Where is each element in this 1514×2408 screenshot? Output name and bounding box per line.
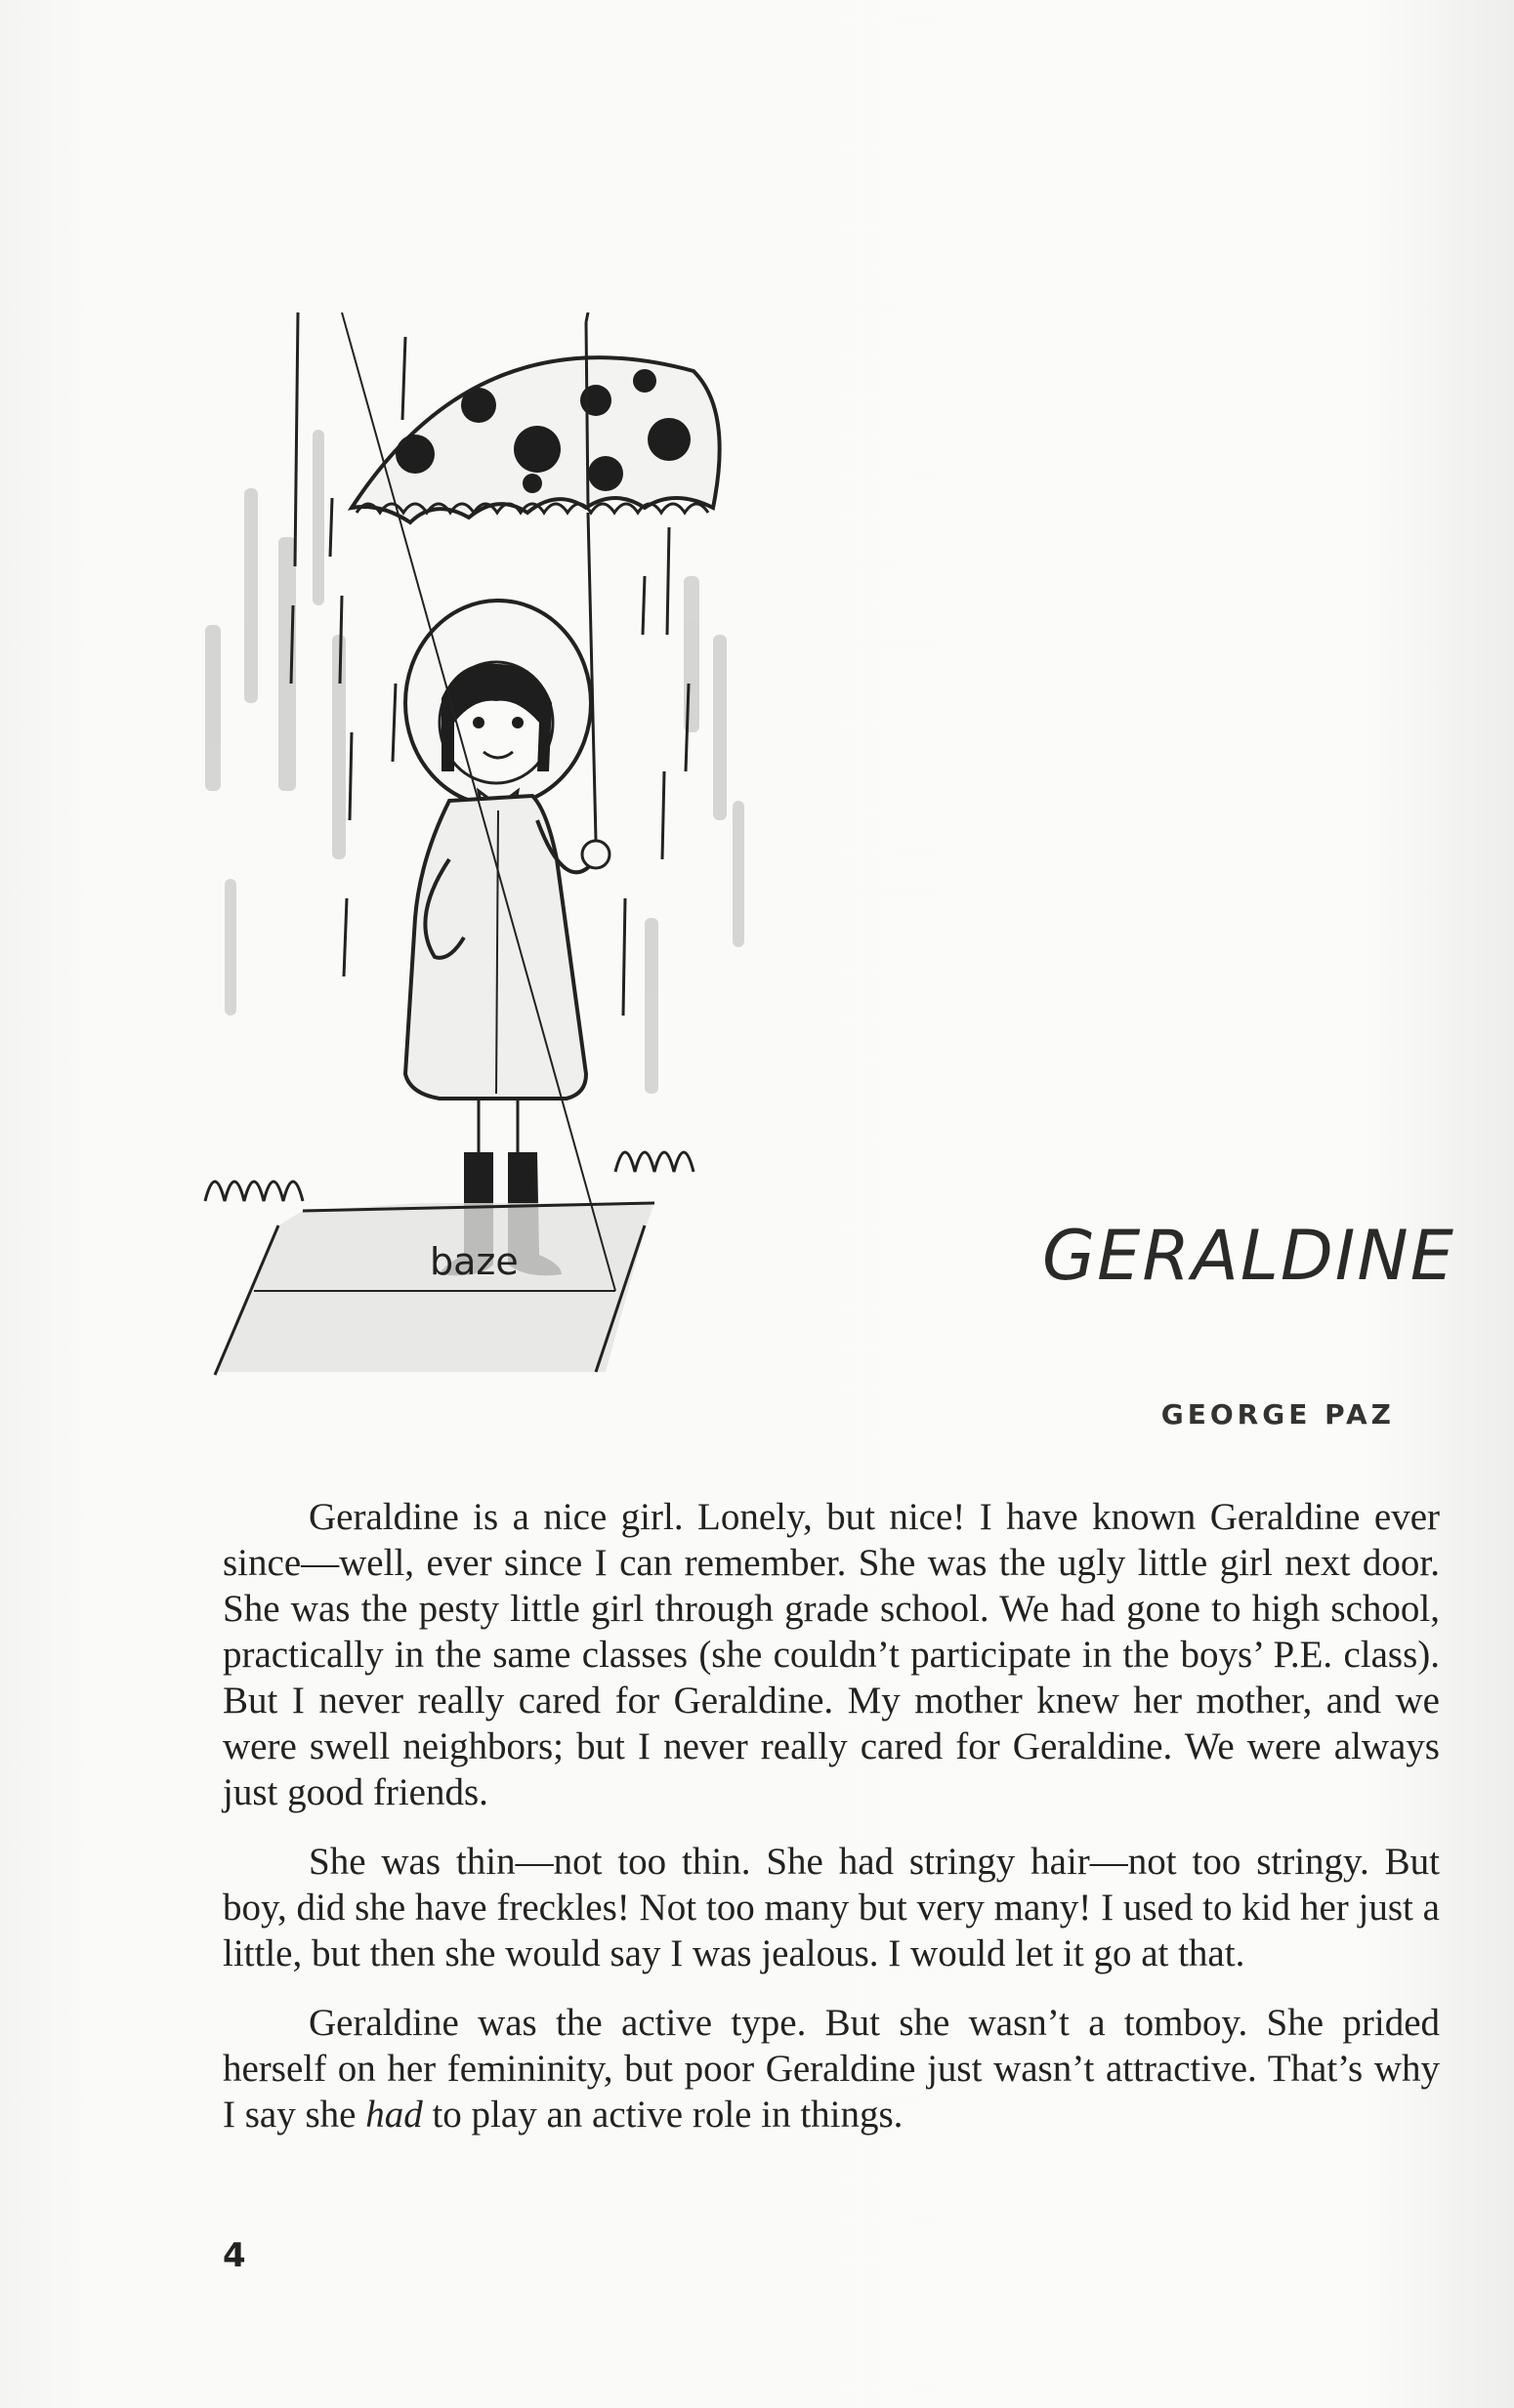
paragraph-3-part-2: to play an active role in things. — [422, 2094, 904, 2136]
story-body — [223, 1494, 1440, 2161]
page-number: 4 — [223, 2236, 246, 2275]
girl-with-umbrella-illustration — [186, 312, 889, 1377]
illustrator-signature: baze — [430, 1240, 519, 1283]
story-author: GEORGE PAZ — [1160, 1398, 1395, 1431]
story-title: GERALDINE — [1041, 1216, 1455, 1296]
paragraph-2: She was thin—not too thin. She had stringy hair—not too stringy. But boy, did she have freckles! Not too many but very many! I used to kid her just a little, but then she would say I was jealous. I would let it go at that. — [223, 1841, 1440, 1974]
paragraph-1: Geraldine is a nice girl. Lonely, but nice! I have known Geraldine ever since—well, ever since I can remember. She was the ugly little girl next door. She was the pesty little girl through grade school. We had gone to high school, practically in the same classes (she couldn’t participate in the boys’ P.E. class). But I never really cared for Geraldine. My mother knew her mother, and we were swell neighbors; but I never really cared for Geraldine. We were always just good friends. — [223, 1496, 1440, 1813]
paragraph-3-part-1: Geraldine was the active type. But she wasn’t a tomboy. She prided herself on her femininity, but poor Geraldine just wasn’t attractive. That’s why I say she — [223, 2002, 1440, 2136]
paragraph-3 — [223, 2000, 1440, 2138]
paragraph-3-emphasis: had — [365, 2094, 423, 2136]
